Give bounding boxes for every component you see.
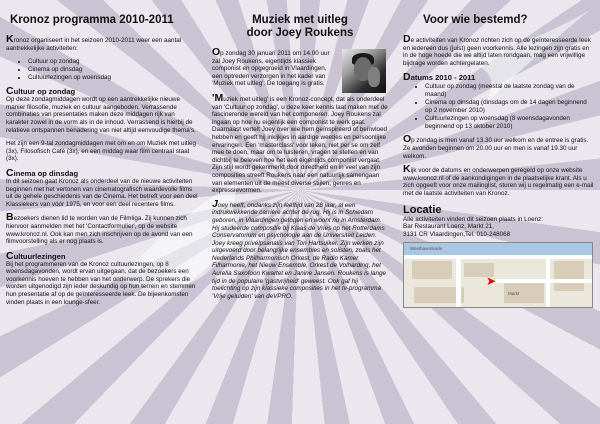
intro-paragraph: Kronoz organiseert in het seizoen 2010-2011 weer een aantal aantrekkelijke activiteiten: [6, 33, 182, 52]
map-label: Westhavenkade [410, 246, 443, 252]
locatie-line-2: Bar Restaurant Loenz, Markt 21, [403, 223, 495, 231]
section-heading-cinema: Cinema op dinsdag [6, 166, 79, 179]
map-road [546, 255, 550, 308]
lezingen-paragraph: Bij het programmeren van de Kronoz cultuurlezingen, op 8 woensdagavonden, wordt ervan uitgegaan, dat de bezoekers een voorkennis hoeven te hebben van het onderwerp. De sprekers die worden uitgenodigd zijn ieder deskundig op hun terrein en stemmen hun presentatie af op de geïnteresseerde leek. De bijeenkomsten vinden plaats in een lounge-sfeer. [6, 260, 196, 306]
list-item: • Cultuur op zondag [28, 58, 198, 66]
dates-list [425, 83, 595, 131]
locatie-heading: Locatie [403, 203, 442, 216]
list-item: • Cultuurlezingen op woensdag (8 woensdagavonden beginnend op 13 oktober 2010) [425, 115, 595, 131]
activities-list [28, 58, 198, 82]
cinema-paragraph: In dit seizoen gaat Kronoz als onderdeel van de nieuwe activiteiten beginnen met het vertonen van cinematografisch waardevolle films uit de gehele geschiedenis van de Cinema. Het betreft voor een deel Klassiekers van vóór 1975, en voor een deel recentere films. [6, 177, 198, 208]
map-road [496, 279, 593, 283]
doelgroep-paragraph: De activiteiten van Kronoz richten zich op de geïnteresseerde leek en iedereen dus (juist) geen voorkennis. Alle lezingen zijn gratis en in de hoge hoede die we altijd laten rondgaan, mag een vrijwillige bijdrage worden achtergelaten. [403, 33, 591, 67]
list-item: • Cinema op dinsdag [28, 66, 198, 74]
list-item: • Cultuurlezingen op woensdag [28, 74, 198, 82]
concert-paragraph: Op zondag 30 januari 2011 om 14.00 uur zal Joey Roukens, eigentijds klassiek componist en opgegroeid in Vlaardingen, een optreden verzorgen in het kader van 'Muziek met uitleg'. De toegang is gratis. [212, 46, 330, 88]
section-heading-lezingen: Cultuurlezingen [6, 249, 66, 262]
bestemd-title: Voor wie bestemd? [423, 14, 528, 26]
concept-paragraph: 'Muziek met uitleg' is een Kronoz-concept, dat als onderdeel van 'Cultuur op zondag', u deze keer kennis laat maken met de fascinerende wereld van het componeren. Joey Roukens zal ingaan op hoe nu eigenlijk een componist te werk gaat. Daarnaast vertelt Joey over wie hem geïnspireerd of beïnvloed hebben en geeft hij inkijkjes in aardige weetjes en persoonlijke ervaringen. Een 'masterclass' voor leken, niet per se om zelf mee te doen, maar om te luisteren, vragen te stellen en van dichtbij te beleven hoe het een eigentijds componist vergaat. Zijn stijl wordt gekenmerkt door directheid en in veel van zijn composities streeft Roukens naar een natuurlijk samengaan van elementen uit de meest diverse stijlen, genres en expressievormen. [212, 92, 388, 195]
location-map [403, 242, 593, 308]
location-arrow-icon: ➤ [486, 274, 497, 289]
map-road [456, 255, 461, 308]
bezoekers-paragraph: Bezoekers dienen lid te worden van de Filmliga. Zij kunnen zich hiervoor aanmelden met het 'Contactformulier', op de website www.kronoz.nl. Ook kan men zich inschrijven op de avond van een filmvoorstelling als er nog plaats is. [6, 211, 193, 246]
column-muziek [212, 14, 388, 306]
composer-photo [342, 49, 386, 93]
muziek-title: Muziek met uitleg door Joey Roukens [246, 14, 354, 39]
programma-title: Kronoz programma 2010-2011 [10, 14, 174, 26]
list-item: • Cultuur op zondag (meestal de laatste zondag van de maand) [425, 83, 595, 99]
locatie-line-3: 3131 CR Vlaardingen,Tel. 010-248068 [403, 230, 511, 238]
map-label: Markt [508, 291, 520, 297]
bio-paragraph: Joey heeft, ondanks zijn leeftijd van 28 jaar, al een indrukwekkende carrière achter de rug. Hij is in Schiedam geboren, in Vlaardingen getogen en woont nu in Amsterdam. Hij studeerde compositie bij Klaas de Vries op het Rotterdams Conservatorium en psychologie aan de Universiteit Leiden. Joey kreeg privélpsanalis van Ton Hartsuiker. Zijn werken zijn uitgevoerd door belangrijke ensembles en solisten, zoals het Nederlands Philharmonisch Orkest, de Radio Kamer Filharmonie, het Nieuw Ensemble, Orkest de Volharding, het Aurelia Saxofoon Kwartet en Janine Jansen. Roukens is lange tijd in de populaire 'gastvrijheid' geweest. Ook gaf hij toelichting op zijn klassieke composities in het tv-programma 'Vrije geluiden' van deVPRO. [212, 197, 386, 300]
tijden-paragraph: Op zondag is men vanaf 13.30 uur welkom en de entree is gratis. Ze avonden beginnen om 20.00 uur en men is vanaf 19.30 uur welkom. [403, 133, 589, 160]
section-heading-datums: Datums 2010 - 2011 [403, 71, 476, 84]
list-item: • Cinema op dinsdag (dinsdags om de 14 dagen beginnend op 2 november 2010) [425, 99, 595, 115]
column-programma [6, 14, 198, 312]
cultuur-paragraph-1: Op deze zondagmiddagen wordt op een aantrekkelijke nieuwe manier filosofie, muziek en cultuur aangeboden. Verrassende combinaties van presentaties maken deze middagen rijk van karakter zowel in de vorm als in de inhoud. Verrassend is hierbij de relatieve ontspannen benadering van niet altijd eenvoudige thema's. [6, 96, 196, 134]
website-paragraph: Kijk voor de datums en onderwerpen geregeld op onze website www.kronoz.nl of de aankondigingen in de plaatselijke krant. Als u zich opgeeft voor onze mailinglist, sturen wij u regelmatig een e-mail met de laatste activiteiten van Kronoz. [403, 163, 594, 197]
locatie-line-1: Alle activiteiten vinden dit seizoen plaats in Loenz: [403, 215, 544, 223]
column-bestemd [403, 14, 595, 308]
map-road [404, 255, 593, 259]
cultuur-paragraph-2: Het zijn een 9-tal zondagmiddagen met om en om Muziek met uitleg (3x), Filosofisch Café (3x), en een middag waar film centraal staat (3x). [6, 140, 197, 163]
section-heading-cultuur: Cultuur op zondag [6, 85, 76, 98]
